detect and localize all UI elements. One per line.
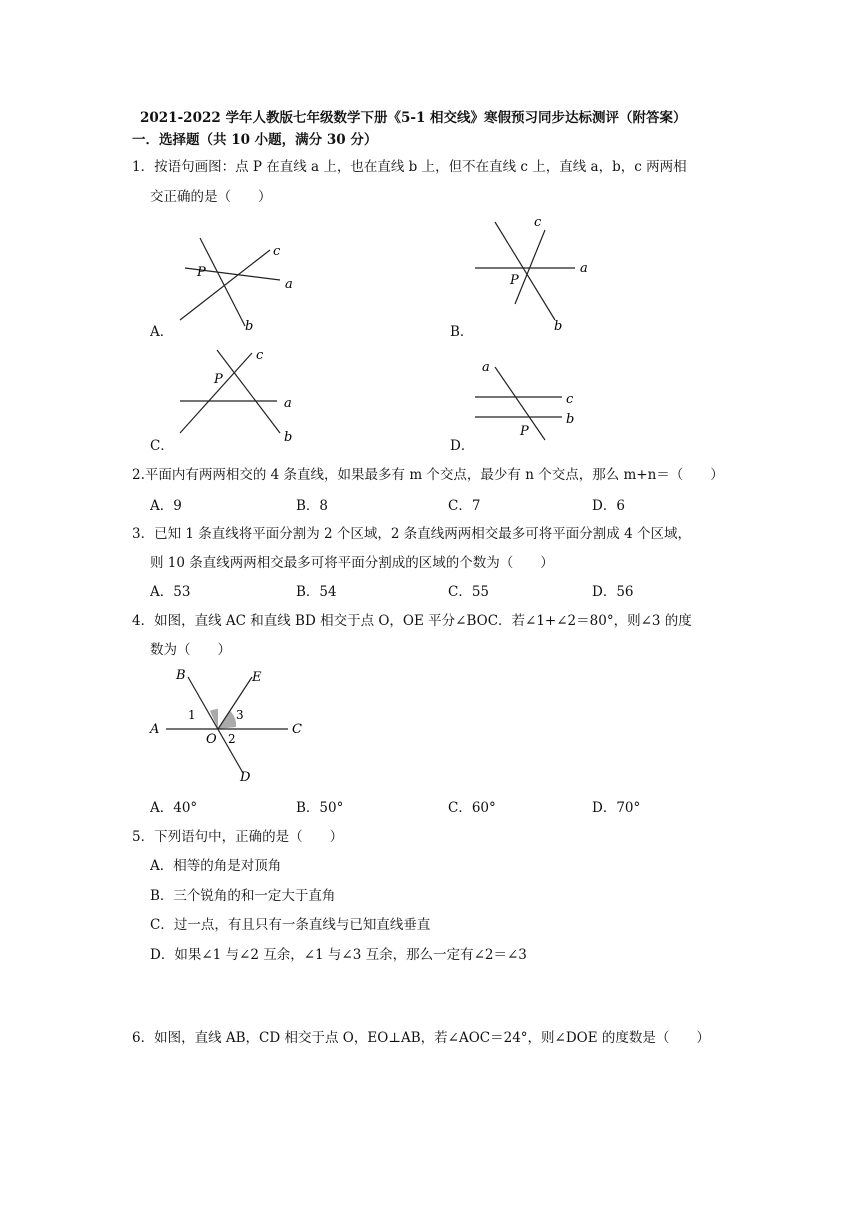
q1-figure-b: [470, 212, 600, 337]
fig-d-label-p: P: [520, 424, 529, 439]
fig-a-label-p: P: [197, 265, 206, 280]
q1-stem-line1: 1．按语句画图：点 P 在直线 a 上，也在直线 b 上，但不在直线 c 上，直线 a，b，c 两两相: [132, 159, 687, 175]
q4-figure: [148, 665, 313, 785]
fig-a-label-c: c: [273, 244, 281, 259]
q3-option-c[interactable]: C．55: [448, 584, 490, 600]
fig-a-line-b: [200, 238, 245, 326]
q1-stem-line2: 交正确的是（ ）: [150, 189, 272, 205]
fig-c-label-a: a: [284, 396, 292, 411]
q5-stem: 5．下列语句中，正确的是（ ）: [132, 829, 344, 845]
angle-3-shade: [218, 711, 236, 729]
q5-option-b[interactable]: B．三个锐角的和一定大于直角: [150, 888, 336, 904]
q4-label-2: 2: [228, 732, 236, 746]
q4-option-a[interactable]: A．40°: [150, 800, 198, 816]
q3-option-b[interactable]: B．54: [296, 584, 337, 600]
q4-label-b: B: [176, 668, 186, 683]
fig-b-label-b: b: [554, 319, 563, 334]
q1-figure-d: [470, 355, 600, 445]
fig-d-label-a: a: [482, 360, 490, 375]
q2-option-b[interactable]: B．8: [296, 498, 329, 514]
q2-stem: 2.平面内有两两相交的 4 条直线，如果最多有 m 个交点，最少有 n 个交点，那么 m+n＝（ ）: [132, 467, 724, 483]
fig-b-line-b: [495, 222, 555, 320]
fig-a-line-c: [180, 250, 270, 320]
q4-label-c: C: [292, 722, 302, 737]
q3-stem-line1: 3．已知 1 条直线将平面分割为 2 个区域，2 条直线两两相交最多可将平面分割成 4 个区域，: [132, 526, 691, 542]
q6-stem: 6．如图，直线 AB，CD 相交于点 O，EO⊥AB，若∠AOC＝24°，则∠DOE 的度数是（ ）: [132, 1030, 710, 1046]
q3-option-d[interactable]: D．56: [592, 584, 634, 600]
q2-option-d[interactable]: D．6: [592, 498, 625, 514]
q1-option-a[interactable]: A．: [150, 324, 174, 340]
q1-option-b[interactable]: B．: [450, 324, 474, 340]
q5-option-a[interactable]: A．相等的角是对顶角: [150, 858, 282, 874]
fig-c-line-c: [180, 353, 252, 433]
q5-option-c[interactable]: C．过一点，有且只有一条直线与已知直线垂直: [150, 917, 431, 933]
q5-option-d[interactable]: D．如果∠1 与∠2 互余，∠1 与∠3 互余，那么一定有∠2＝∠3: [150, 947, 527, 963]
angle-1-shade: [210, 709, 218, 729]
fig-c-label-p: P: [214, 372, 223, 387]
fig-b-line-c: [515, 230, 545, 304]
fig-b-label-p: P: [510, 273, 519, 288]
q4-label-e: E: [252, 670, 262, 685]
q1-option-c[interactable]: C．: [150, 438, 174, 454]
q4-option-d[interactable]: D．70°: [592, 800, 641, 816]
q2-option-c[interactable]: C．7: [448, 498, 481, 514]
fig-c-label-c: c: [256, 348, 264, 363]
section-heading: 一．选择题（共 10 小题，满分 30 分）: [132, 132, 378, 148]
document-title: 2021-2022 学年人教版七年级数学下册《5-1 相交线》寒假预习同步达标测评（附答案）: [140, 110, 687, 126]
fig-c-line-b: [217, 350, 280, 433]
q4-option-c[interactable]: C．60°: [448, 800, 496, 816]
fig-b-label-a: a: [580, 261, 588, 276]
q1-figure-c: [172, 345, 322, 445]
q4-label-o: O: [206, 732, 217, 747]
fig-c-label-b: b: [284, 430, 293, 445]
q4-label-a: A: [150, 722, 160, 737]
q2-option-a[interactable]: A．9: [150, 498, 182, 514]
q4-label-1: 1: [188, 708, 196, 722]
fig-a-label-a: a: [285, 277, 293, 292]
q3-option-a[interactable]: A．53: [150, 584, 191, 600]
q3-stem-line2: 则 10 条直线两两相交最多可将平面分割成的区域的个数为（ ）: [150, 555, 554, 571]
q4-option-b[interactable]: B．50°: [296, 800, 344, 816]
fig-b-label-c: c: [534, 215, 542, 230]
q1-option-d[interactable]: D．: [450, 438, 475, 454]
fig-a-label-b: b: [245, 319, 254, 334]
q4-label-3: 3: [236, 708, 244, 722]
fig-d-label-b: b: [566, 412, 575, 427]
q4-stem-line1: 4．如图，直线 AC 和直线 BD 相交于点 O，OE 平分∠BOC．若∠1+∠2＝80°，则∠3 的度: [132, 613, 692, 629]
q4-stem-line2: 数为（ ）: [150, 642, 231, 658]
fig-d-label-c: c: [566, 392, 574, 407]
q4-label-d: D: [240, 770, 251, 785]
q1-figure-a: [175, 228, 325, 338]
